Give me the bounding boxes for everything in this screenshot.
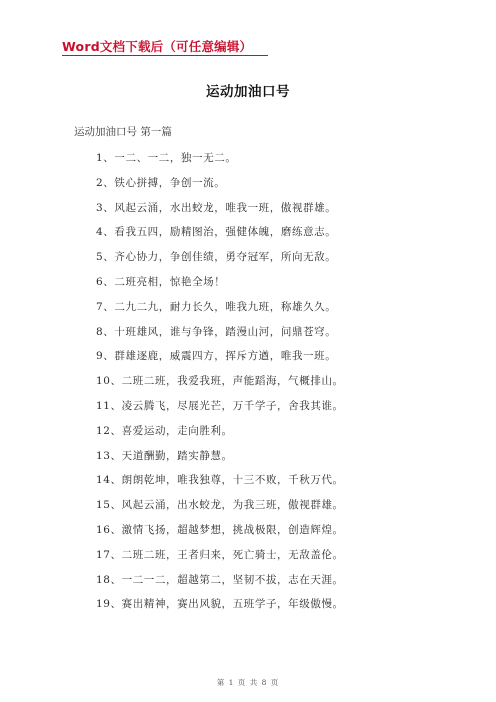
- slogan-item: 7、二九二九，耐力长久，唯我九班，称雄久久。: [96, 300, 337, 313]
- slogan-item: 11、凌云腾飞，尽展光芒，万千学子，舍我其谁。: [96, 399, 344, 412]
- page-number-footer: 第 1 页 共 8 页: [216, 678, 280, 687]
- slogan-item: 15、风起云涌，出水蛟龙，为我三班，傲视群雄。: [96, 499, 344, 512]
- slogan-item: 12、喜爱运动，走向胜利。: [96, 424, 233, 437]
- banner-underline: [62, 55, 268, 56]
- slogan-list: [96, 151, 344, 622]
- slogan-item: 4、看我五四，励精图治，强健体魄，磨练意志。: [96, 226, 337, 239]
- slogan-item: 19、赛出精神，赛出风貌，五班学子，年级傲慢。: [96, 598, 344, 611]
- slogan-item: 8、十班雄风，谁与争锋，踏漫山河，问鼎苍穹。: [96, 325, 337, 338]
- slogan-item: 16、激情飞扬，超越梦想，挑战极限，创造辉煌。: [96, 523, 344, 536]
- download-banner: Word文档下载后（可任意编辑）: [62, 39, 253, 54]
- document-title: 运动加油口号: [206, 84, 290, 100]
- slogan-item: 14、朗朗乾坤，唯我独尊，十三不败，千秋万代。: [96, 474, 344, 487]
- slogan-item: 5、齐心协力，争创佳绩，勇夺冠军，所向无敌。: [96, 251, 337, 264]
- slogan-item: 2、铁心拼搏，争创一流。: [96, 176, 226, 189]
- slogan-item: 17、二班二班，王者归来，死亡骑士，无敌盖伦。: [96, 548, 344, 561]
- slogan-item: 9、群雄逐鹿，威震四方，挥斥方遒，唯我一班。: [96, 350, 337, 363]
- slogan-item: 18、一二一二，超越第二，坚韧不拔，志在天涯。: [96, 573, 344, 586]
- section-heading: 运动加油口号 第一篇: [74, 126, 172, 138]
- slogan-item: 3、风起云涌，水出蛟龙，唯我一班，傲视群雄。: [96, 201, 337, 214]
- slogan-item: 10、二班二班，我爱我班，声能蹈海，气概排山。: [96, 375, 344, 388]
- slogan-item: 1、一二、一二，独一无二。: [96, 152, 237, 164]
- slogan-item: 6、二班亮相，惊艳全场！: [96, 275, 226, 288]
- slogan-item: 13、天道酬勤，踏实静慧。: [96, 449, 233, 462]
